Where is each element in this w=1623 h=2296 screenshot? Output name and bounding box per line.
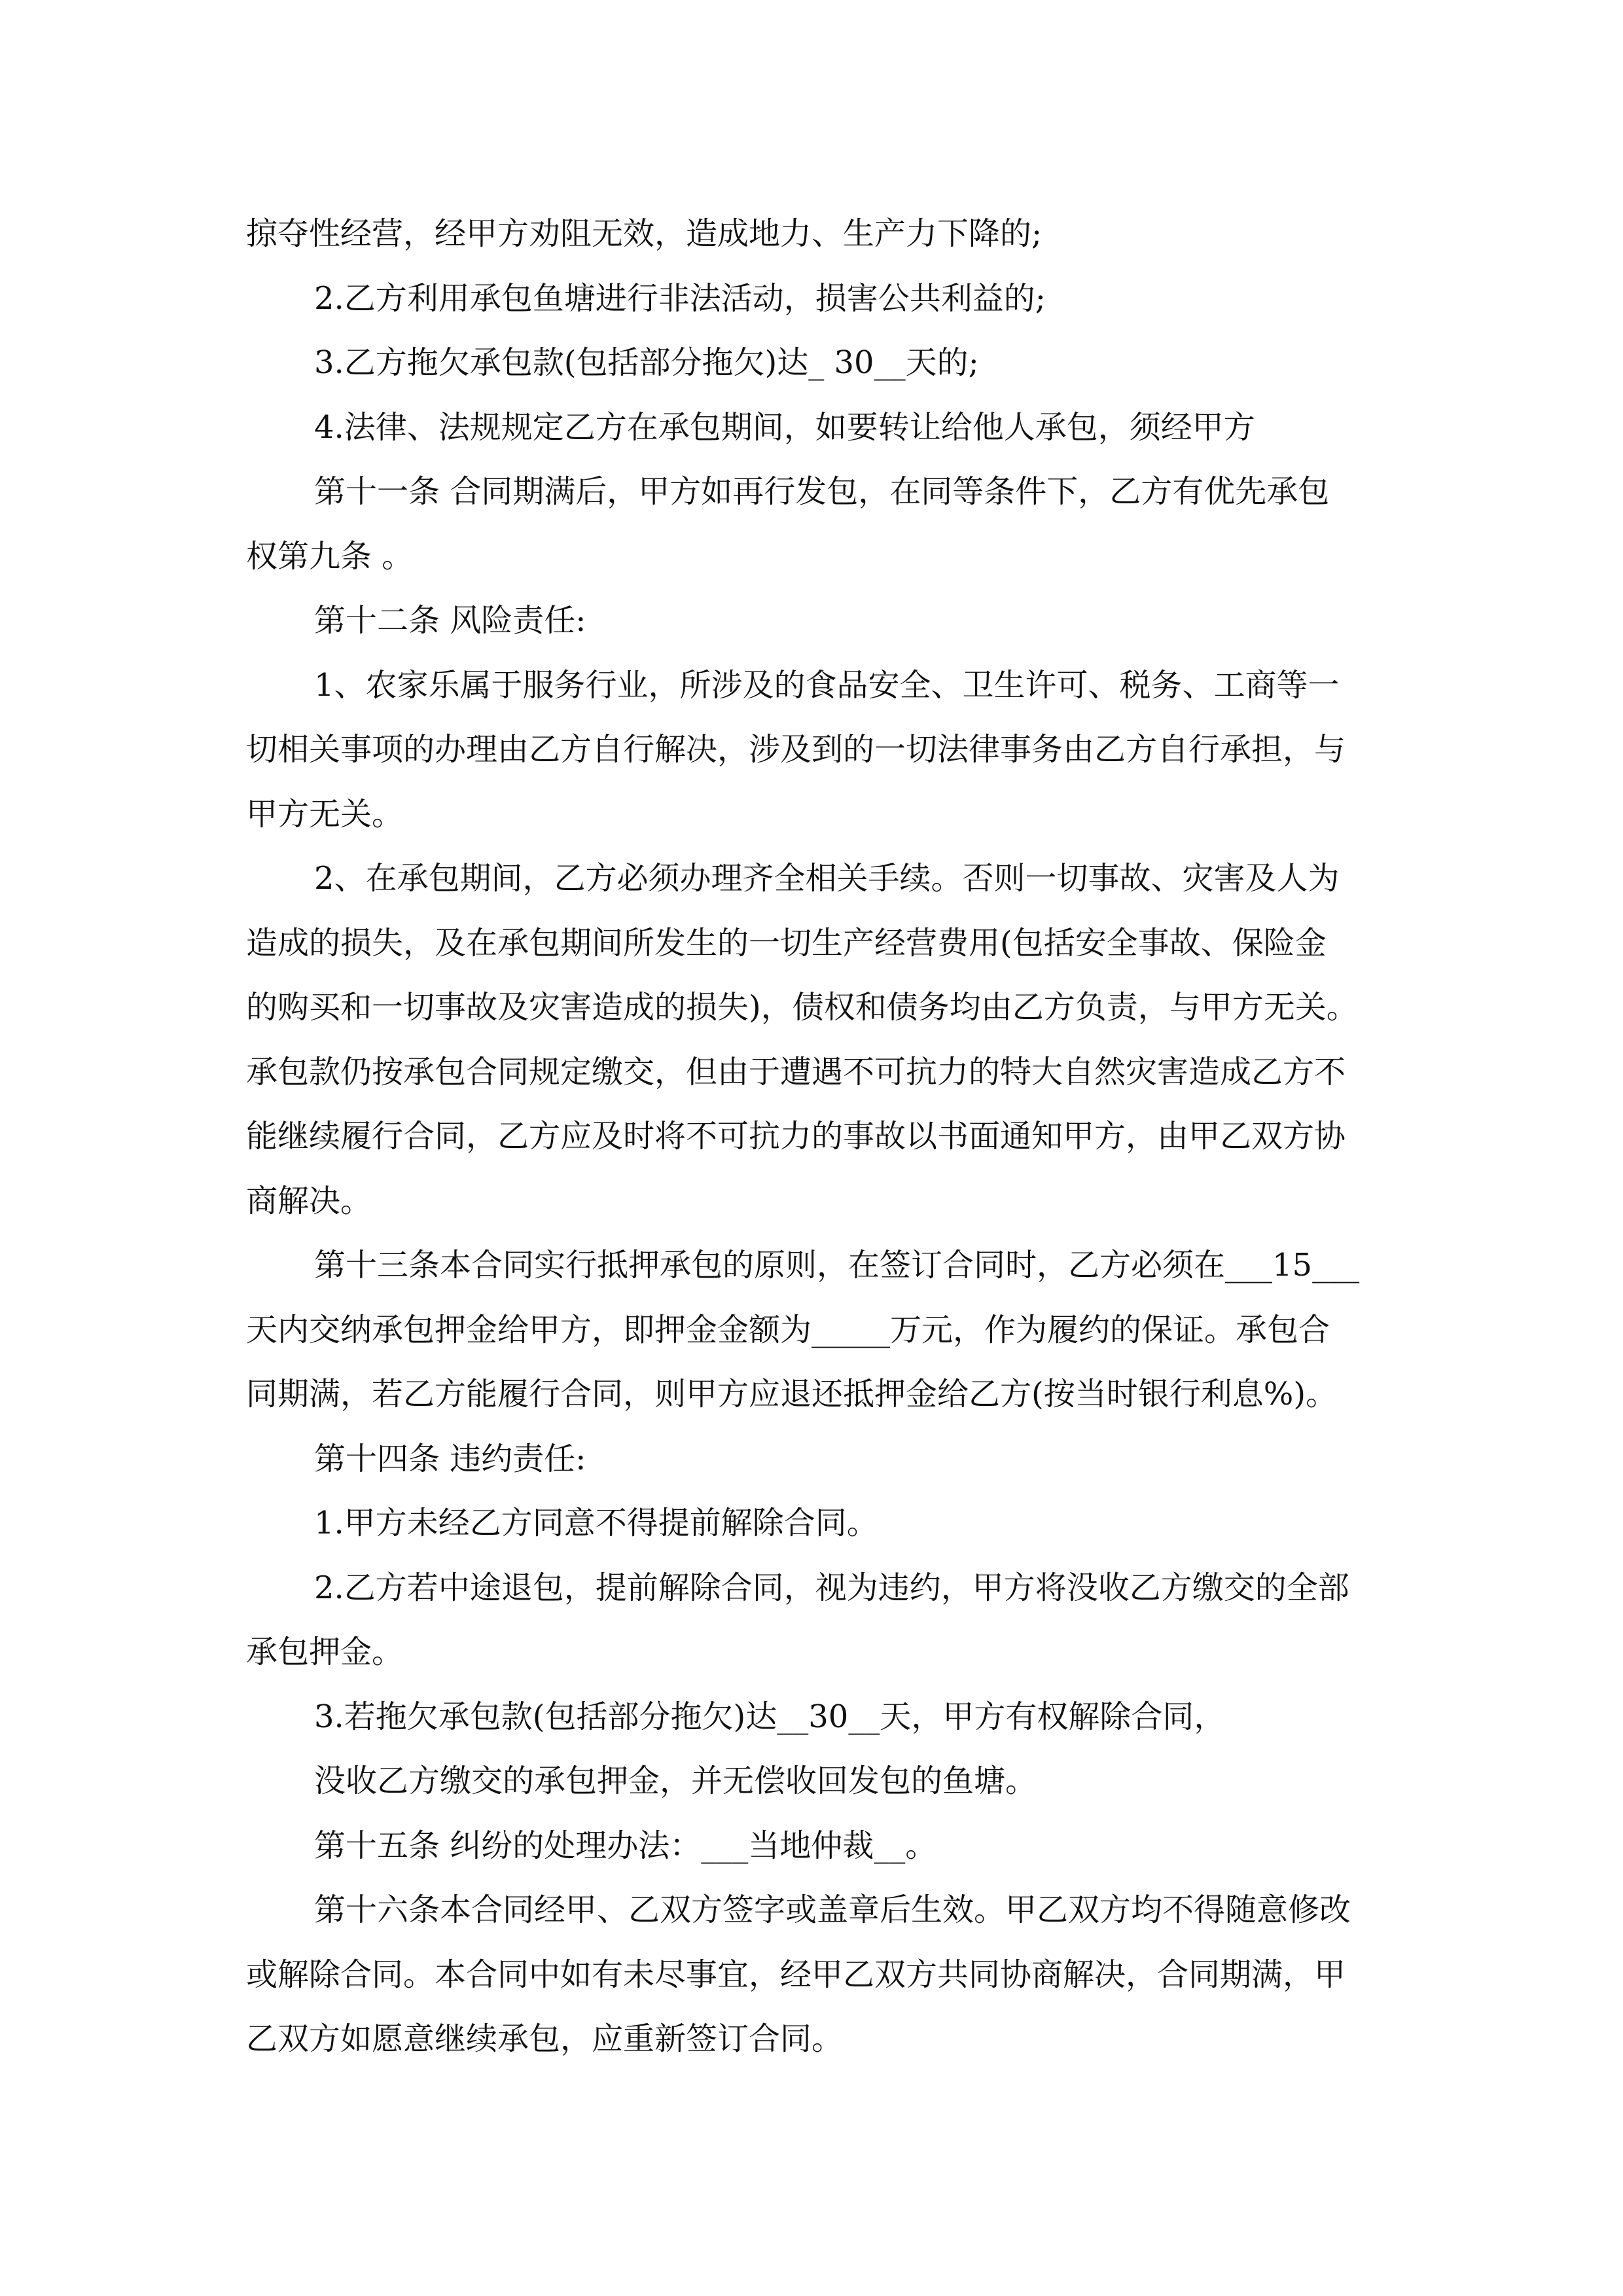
text-line: 承包款仍按承包合同规定缴交，但由于遭遇不可抗力的特大自然灾害造成乙方不 (246, 1053, 1346, 1090)
text-line: 没收乙方缴交的承包押金，并无偿收回发包的鱼塘。 (314, 1763, 1037, 1799)
text-line: 能继续履行合同，乙方应及时将不可抗力的事故以书面通知甲方，由甲乙双方协 (246, 1118, 1346, 1155)
contract-body (246, 202, 1378, 2072)
text-line: 同期满，若乙方能履行合同，则甲方应退还抵押金给乙方(按当时银行利息%)。 (246, 1376, 1338, 1412)
text-line: 乙双方如愿意继续承包，应重新签订合同。 (246, 2020, 844, 2057)
text-line: 2、在承包期间，乙方必须办理齐全相关手续。否则一切事故、灾害及人为 (314, 860, 1340, 897)
text-line: 或解除合同。本合同中如有未尽事宜，经甲乙双方共同协商解决，合同期满，甲 (246, 1956, 1346, 1993)
text-line: 切相关事项的办理由乙方自行解决，涉及到的一切法律事务由乙方自行承担，与 (246, 731, 1346, 768)
text-line: 1.甲方未经乙方同意不得提前解除合同。 (314, 1505, 878, 1541)
section-heading: 第十二条 风险责任: (314, 602, 586, 639)
text-line: 第十三条本合同实行抵押承包的原则，在签订合同时，乙方必须在___15___ (314, 1247, 1360, 1283)
text-line: 第十五条 纠纷的处理办法：___当地仲裁__。 (314, 1827, 937, 1864)
text-line: 1、农家乐属于服务行业，所涉及的食品安全、卫生许可、税务、工商等一 (314, 666, 1340, 704)
text-line: 2.乙方若中途退包，提前解除合同，视为违约，甲方将没收乙方缴交的全部 (314, 1569, 1349, 1606)
text-line: 2.乙方利用承包鱼塘进行非法活动，损害公共利益的; (314, 279, 1046, 317)
text-line: 4.法律、法规规定乙方在承包期间，如要转让给他人承包，须经甲方 (314, 408, 1255, 446)
text-line: 3.乙方拖欠承包款(包括部分拖欠)达_ 30__天的; (314, 344, 979, 381)
text-line: 第十一条 合同期满后，甲方如再行发包，在同等条件下，乙方有优先承包 (314, 473, 1330, 510)
text-line: 造成的损失，及在承包期间所发生的一切生产经营费用(包括安全事故、保险金 (246, 924, 1327, 961)
section-heading: 第十四条 违约责任: (314, 1440, 586, 1477)
text-line: 承包押金。 (246, 1634, 404, 1670)
text-line: 商解决。 (246, 1182, 372, 1219)
text-line: 甲方无关。 (246, 795, 404, 833)
text-line: 3.若拖欠承包款(包括部分拖欠)达__30__天，甲方有权解除合同， (314, 1698, 1226, 1735)
text-line: 第十六条本合同经甲、乙双方签字或盖章后生效。甲乙双方均不得随意修改 (314, 1892, 1351, 1928)
text-line: 的购买和一切事故及灾害造成的损失)，债权和债务均由乙方负责，与甲方无关。 (246, 989, 1358, 1026)
text-line: 权第九条 。 (246, 537, 414, 575)
text-line: 掠夺性经营，经甲方劝阻无效，造成地力、生产力下降的; (246, 215, 1043, 252)
text-line: 天内交纳承包押金给甲方，即押金金额为_____万元，作为履约的保证。承包合 (246, 1311, 1330, 1348)
